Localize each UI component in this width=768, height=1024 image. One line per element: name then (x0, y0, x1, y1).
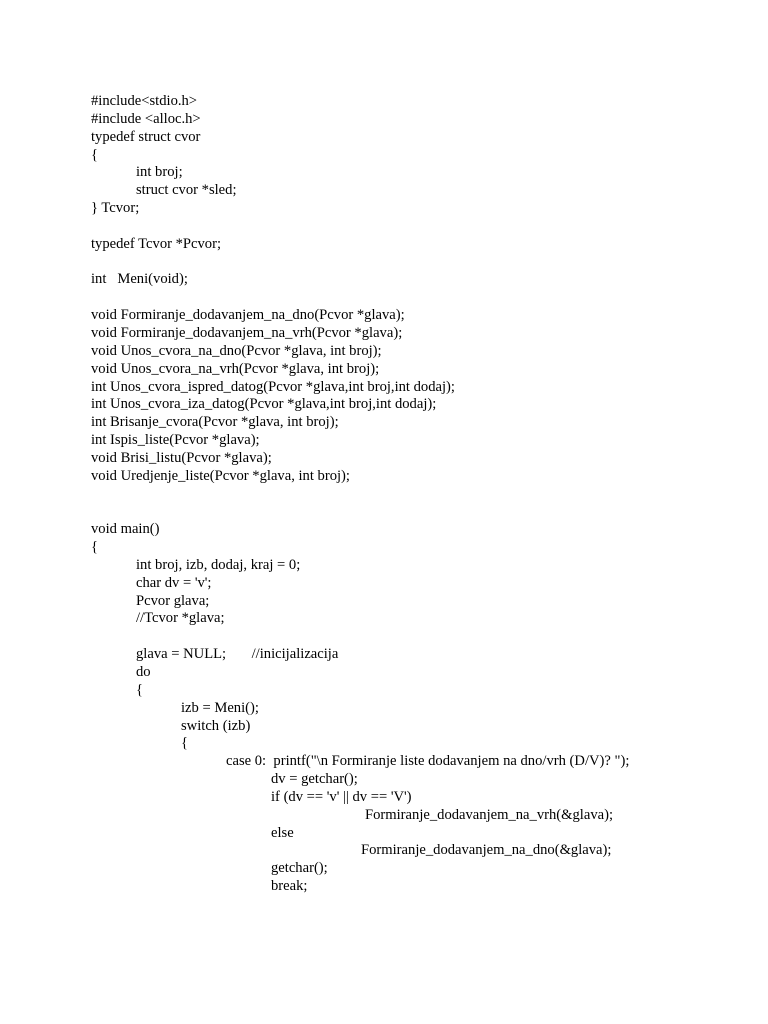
code-line: { (181, 735, 189, 752)
code-line: void Unos_cvora_na_dno(Pcvor *glava, int broj); (91, 342, 382, 359)
code-line: { (91, 539, 99, 556)
code-line: do (136, 664, 151, 680)
code-line: Pcvor glava; (136, 592, 210, 609)
code-line: void Uredjenje_liste(Pcvor *glava, int broj); (91, 467, 350, 484)
code-line: //Tcvor *glava; (136, 610, 225, 627)
code-line: int Unos_cvora_ispred_datog(Pcvor *glava,int broj,int dodaj); (91, 378, 455, 395)
code-line: Formiranje_dodavanjem_na_vrh(&glava); (365, 806, 614, 823)
code-listing (91, 93, 629, 896)
code-line: glava = NULL; //inicijalizacija (136, 646, 339, 663)
code-line: int broj, izb, dodaj, kraj = 0; (136, 556, 301, 573)
code-line: int Meni(void); (91, 271, 188, 288)
code-line: void Formiranje_dodavanjem_na_dno(Pcvor *glava); (91, 307, 405, 324)
code-line: else (271, 824, 294, 841)
code-line: getchar(); (271, 860, 328, 877)
code-line: int Brisanje_cvora(Pcvor *glava, int broj); (91, 414, 339, 431)
code-line: #include<stdio.h> (91, 93, 198, 109)
code-line: #include <alloc.h> (91, 110, 201, 127)
code-line: char dv = 'v'; (136, 574, 212, 591)
code-line: { (91, 146, 99, 163)
code-line: void Unos_cvora_na_vrh(Pcvor *glava, int broj); (91, 360, 380, 377)
code-line: switch (izb) (181, 717, 251, 734)
code-line: struct cvor *sled; (136, 182, 237, 199)
code-line: break; (271, 878, 308, 895)
code-line: int Unos_cvora_iza_datog(Pcvor *glava,int broj,int dodaj); (91, 396, 437, 413)
code-line (91, 486, 629, 504)
code-line (91, 218, 629, 236)
code-line (91, 503, 629, 521)
code-line (91, 254, 629, 272)
code-line: void Formiranje_dodavanjem_na_vrh(Pcvor *glava); (91, 324, 403, 341)
code-line (91, 628, 629, 646)
code-line: void main() (91, 521, 160, 538)
code-line: typedef struct cvor (91, 128, 201, 145)
code-line: void Brisi_listu(Pcvor *glava); (91, 449, 272, 466)
code-line: typedef Tcvor *Pcvor; (91, 235, 222, 252)
code-line: { (136, 681, 144, 698)
code-line: if (dv == 'v' || dv == 'V') (271, 788, 412, 805)
code-line: Formiranje_dodavanjem_na_dno(&glava); (361, 842, 612, 859)
code-line: int broj; (136, 164, 183, 181)
code-line: int Ispis_liste(Pcvor *glava); (91, 432, 260, 449)
code-line (91, 289, 629, 307)
code-line: } Tcvor; (91, 200, 140, 217)
code-line: dv = getchar(); (271, 771, 358, 788)
code-line: izb = Meni(); (181, 699, 259, 716)
code-line: case 0: printf("\n Formiranje liste dodavanjem na dno/vrh (D/V)? "); (226, 753, 630, 770)
